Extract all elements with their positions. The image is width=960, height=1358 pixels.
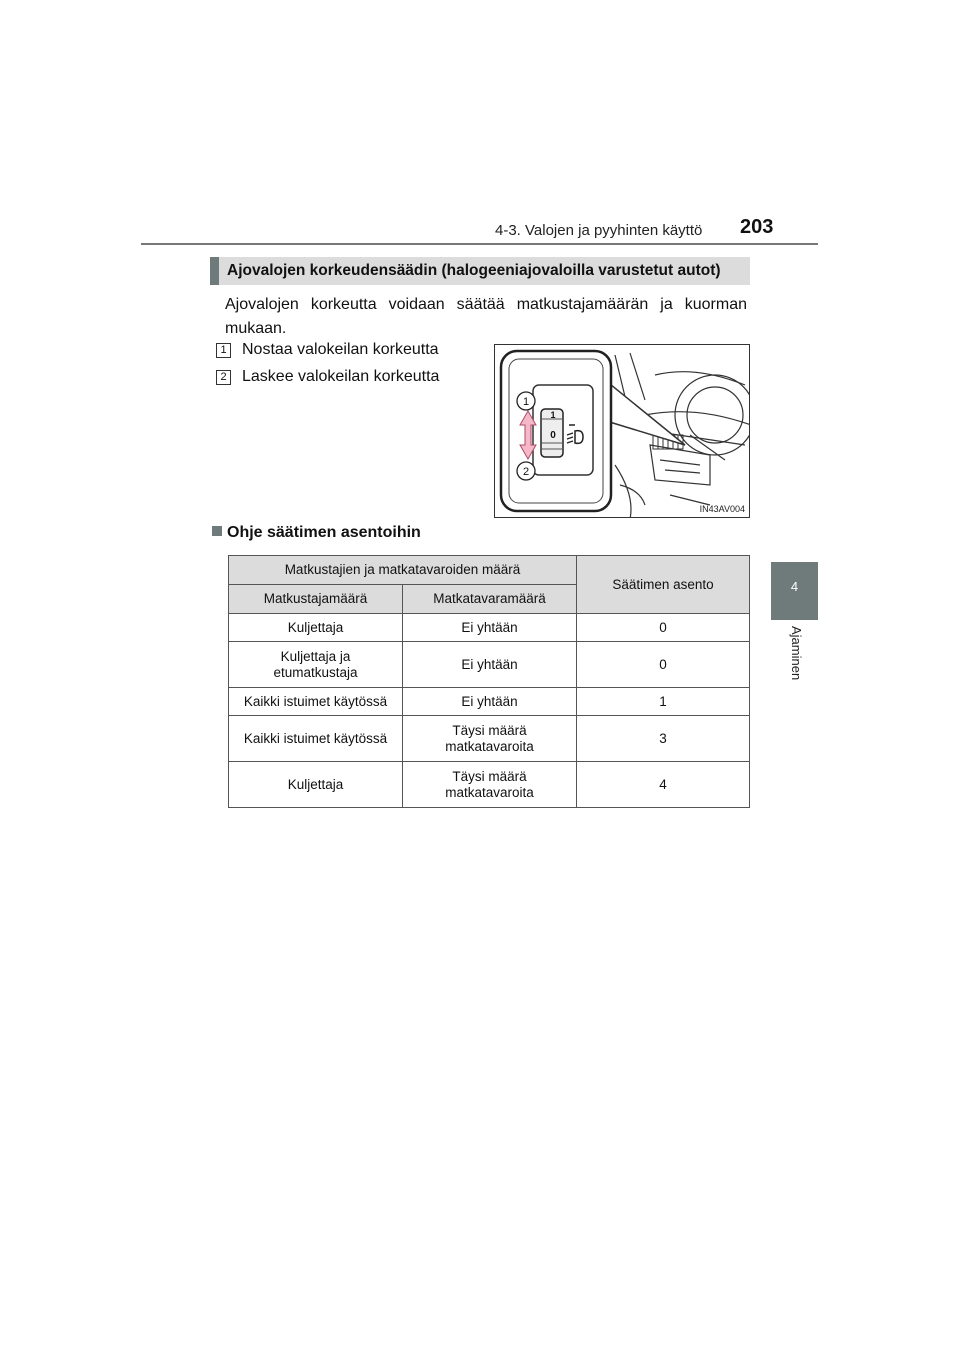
header-divider [141, 243, 818, 245]
chapter-tab [771, 562, 818, 620]
callout-down-label: 2 [522, 466, 530, 478]
luggage-cell: Ei yhtään [403, 688, 577, 716]
list-item [216, 341, 439, 359]
passengers-cell: Kaikki istuimet käytössä [229, 716, 403, 762]
table-row [229, 614, 750, 642]
bullet-square-icon [212, 526, 222, 536]
passengers-header: Matkustajamäärä [229, 585, 403, 614]
chapter-number: 4 [790, 579, 799, 594]
figure-code: IN43AV004 [699, 504, 745, 514]
luggage-cell: Ei yhtään [403, 614, 577, 642]
header-section-title: 4-3. Valojen ja pyyhinten käyttö [495, 222, 703, 239]
item-text: Nostaa valokeilan korkeutta [242, 341, 439, 358]
passengers-cell: Kaikki istuimet käytössä [229, 688, 403, 716]
subheading [212, 524, 421, 542]
position-cell: 3 [577, 716, 750, 762]
luggage-cell: Ei yhtään [403, 642, 577, 688]
position-cell: 4 [577, 762, 750, 808]
dial-mark-1: 1 [550, 410, 556, 420]
luggage-cell: Täysi määrä matkatavaroita [403, 716, 577, 762]
dial-mark-0: 0 [550, 430, 556, 441]
luggage-header: Matkatavaramäärä [403, 585, 577, 614]
group-header: Matkustajien ja matkatavaroiden määrä [229, 556, 577, 585]
list-item [216, 368, 439, 386]
table-row [229, 762, 750, 808]
passengers-cell: Kuljettaja ja etumatkustaja [229, 642, 403, 688]
passengers-cell: Kuljettaja [229, 762, 403, 808]
position-cell: 0 [577, 614, 750, 642]
subheading-text: Ohje säätimen asentoihin [227, 524, 421, 541]
item-number-badge: 1 [216, 343, 231, 358]
intro-paragraph: Ajovalojen korkeutta voidaan säätää matkustajamäärän ja kuorman mukaan. [225, 296, 747, 337]
adjuster-position-table [228, 555, 750, 808]
luggage-cell: Täysi määrä matkatavaroita [403, 762, 577, 808]
table-row [229, 716, 750, 762]
item-text: Laskee valokeilan korkeutta [242, 368, 440, 385]
dashboard-illustration [495, 345, 750, 518]
passengers-cell: Kuljettaja [229, 614, 403, 642]
item-number-badge: 2 [216, 370, 231, 385]
callout-up-label: 1 [522, 396, 530, 408]
position-cell: 1 [577, 688, 750, 716]
chapter-label: Ajaminen [789, 626, 804, 681]
page-number: 203 [740, 216, 774, 238]
position-header: Säätimen asento [577, 556, 750, 614]
section-title: Ajovalojen korkeudensäädin (halogeeniajovaloilla varustetut autot) [210, 257, 750, 285]
position-cell: 0 [577, 642, 750, 688]
table-row [229, 642, 750, 688]
headlight-leveling-illustration [494, 344, 750, 518]
table-row [229, 688, 750, 716]
